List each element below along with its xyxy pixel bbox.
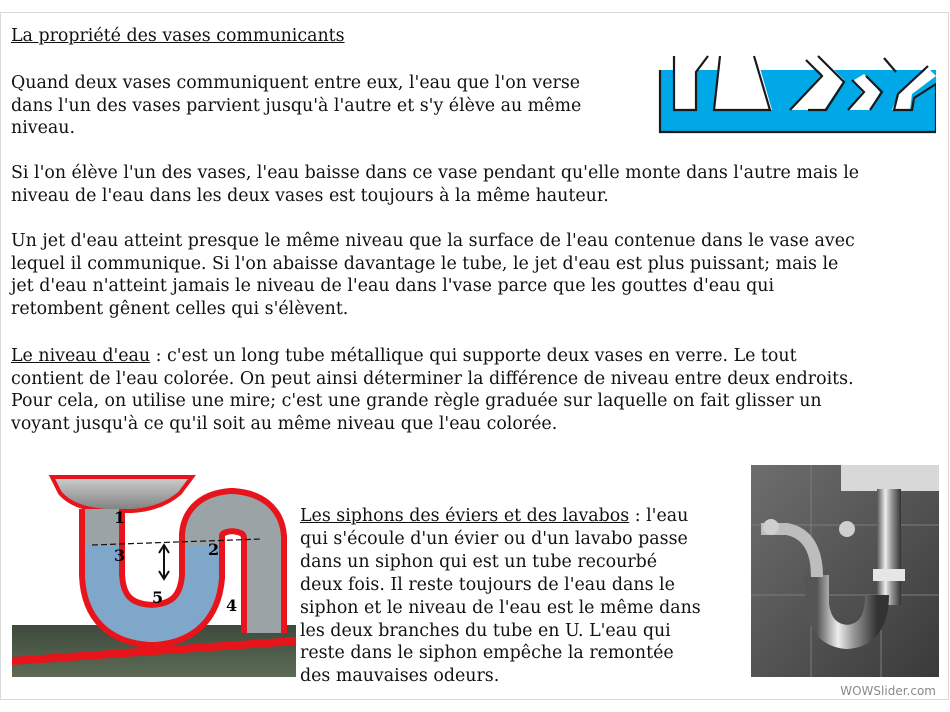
- vertical-drain: [877, 489, 901, 605]
- text-line: lequel il communique. Si l'on abaisse davantage le tube, le jet d'eau est plus puissant; mais le: [11, 253, 839, 274]
- label-1: 1: [114, 508, 126, 527]
- term-niveau-deau: Le niveau d'eau: [11, 346, 151, 366]
- separator-2: [714, 54, 772, 110]
- sink-bowl: [52, 477, 192, 511]
- siphon-photo: [751, 465, 939, 677]
- paragraph-vases-communicants: [11, 72, 641, 140]
- text-line: voyant jusqu'à ce qu'il soit au même niveau que l'eau colorée.: [11, 413, 558, 434]
- text-line: niveau de l'eau dans les deux vases est toujours à la même hauteur.: [11, 185, 609, 206]
- label-3: 3: [114, 546, 126, 565]
- label-4: 4: [226, 596, 238, 615]
- text-line: jet d'eau n'atteint jamais le niveau de l'eau dans l'vase parce que les gouttes d'eau qui: [11, 276, 775, 296]
- text-line: deux fois. Il reste toujours de l'eau dans le: [300, 574, 675, 595]
- text-line: siphon et le niveau de l'eau est le même dans: [300, 597, 701, 618]
- label-5: 5: [152, 588, 164, 607]
- vase-4-air: [856, 54, 908, 70]
- text-line: dans l'un des vases parvient jusqu'à l'autre et s'y élève au même: [11, 95, 582, 116]
- term-siphons: Les siphons des éviers et des lavabos: [300, 506, 630, 526]
- text-fragment: : l'eau: [629, 506, 689, 526]
- text-line: des mauvaises odeurs.: [300, 666, 500, 687]
- communicating-vases-illustration: [658, 54, 936, 134]
- page-title: La propriété des vases communicants: [11, 26, 345, 46]
- watermark: WOWSlider.com: [840, 684, 936, 698]
- text-line: retombent gênent celles qui s'élèvent.: [11, 298, 349, 319]
- basin-underside: [841, 465, 939, 491]
- valve-right: [839, 521, 855, 537]
- paragraph-niveau-deau: [11, 345, 941, 435]
- text-line: Quand deux vases communiquent entre eux, l'eau que l'on verse: [11, 73, 581, 93]
- siphon-diagram: [12, 465, 296, 677]
- text-line: les deux branches du tube en U. L'eau qui: [300, 620, 671, 641]
- text-line: Pour cela, on utilise une mire; c'est une grande règle graduée sur laquelle on fait glisser un: [11, 391, 822, 411]
- nut-ring: [873, 569, 905, 581]
- text-line: dans un siphon qui est un tube recourbé: [300, 551, 658, 572]
- valve-left: [763, 519, 779, 535]
- text-line: Si l'on élève l'un des vases, l'eau baisse dans ce vase pendant qu'elle monte dans l'autre mais le: [11, 163, 860, 183]
- label-2: 2: [208, 540, 220, 559]
- text-line: reste dans le siphon empêche la remontée: [300, 643, 674, 664]
- text-line: Un jet d'eau atteint presque le même niveau que la surface de l'eau contenue dans le vase avec: [11, 231, 855, 251]
- text-line: qui s'écoule d'un évier ou d'un lavabo passe: [300, 528, 688, 549]
- text-fragment: : c'est un long tube métallique qui supporte deux vases en verre. Le tout: [150, 346, 797, 366]
- text-line: niveau.: [11, 118, 75, 138]
- paragraph-jet-deau: [11, 230, 941, 320]
- paragraph-elevation: [11, 162, 941, 207]
- paragraph-siphons: [300, 505, 745, 688]
- text-line: [11, 345, 941, 368]
- text-line: contient de l'eau colorée. On peut ainsi déterminer la différence de niveau entre deux endroits.: [11, 368, 854, 389]
- text-line: [300, 505, 745, 528]
